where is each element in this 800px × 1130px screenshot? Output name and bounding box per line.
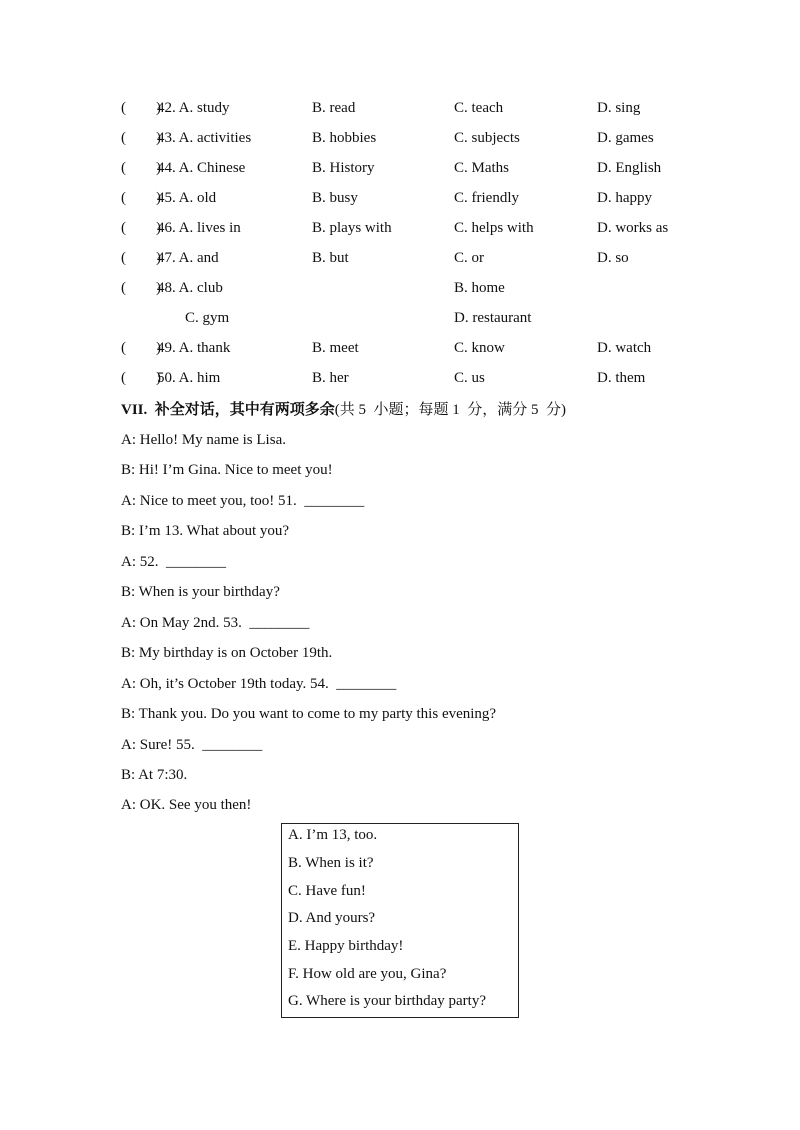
option-d: D. English — [597, 160, 662, 176]
question-row — [0, 186, 800, 210]
option-c: C. Maths — [454, 160, 510, 176]
option-d: D. watch — [597, 340, 652, 356]
option-item: B. When is it? — [288, 855, 374, 871]
question-row — [0, 276, 800, 300]
question-row — [0, 336, 800, 360]
dialogue-line: A: Sure! 55. ________ — [121, 737, 263, 753]
dialogue-line: B: Hi! I’m Gina. Nice to meet you! — [121, 462, 333, 478]
option-c: C. us — [454, 370, 485, 386]
section-number: VII. — [121, 402, 148, 418]
option-c: C. gym — [185, 310, 230, 326]
answer-blank: ( ) — [121, 130, 161, 146]
option-b: B. hobbies — [312, 130, 377, 146]
option-d: D. works as — [597, 220, 669, 236]
answer-blank: ( ) — [121, 160, 161, 176]
answer-blank: ( ) — [121, 100, 161, 116]
dialogue-line: A: 52. ________ — [121, 554, 226, 570]
question-row — [0, 96, 800, 120]
dialogue-line: A: OK. See you then! — [121, 797, 252, 813]
option-b: B. History — [312, 160, 375, 176]
dialogue-line: A: Nice to meet you, too! 51. ________ — [121, 493, 365, 509]
option-d: D. happy — [597, 190, 652, 206]
option-d: D. sing — [597, 100, 641, 116]
option-d: D. them — [597, 370, 646, 386]
option-c: C. teach — [454, 100, 504, 116]
option-b: B. busy — [312, 190, 358, 206]
dialogue-line: B: My birthday is on October 19th. — [121, 645, 333, 661]
option-c: C. friendly — [454, 190, 519, 206]
option-c: C. know — [454, 340, 505, 356]
answer-blank: ( ) — [121, 370, 161, 386]
option-a: 44. A. Chinese — [157, 160, 246, 176]
option-a: 50. A. him — [157, 370, 221, 386]
question-row — [0, 366, 800, 390]
option-b: B. home — [454, 280, 505, 296]
option-item: C. Have fun! — [288, 883, 366, 899]
answer-blank: ( ) — [121, 250, 161, 266]
dialogue-line: A: On May 2nd. 53. ________ — [121, 615, 310, 631]
option-b: B. her — [312, 370, 349, 386]
option-item: D. And yours? — [288, 910, 376, 926]
answer-blank: ( ) — [121, 340, 161, 356]
answer-blank: ( ) — [121, 220, 161, 236]
option-item: A. I’m 13, too. — [288, 827, 378, 843]
option-d: D. games — [597, 130, 654, 146]
option-a: 47. A. and — [157, 250, 219, 266]
dialogue-line: B: At 7:30. — [121, 767, 188, 783]
dialogue-line: A: Oh, it’s October 19th today. 54. ________ — [121, 676, 397, 692]
option-a: 46. A. lives in — [157, 220, 241, 236]
option-c: C. or — [454, 250, 484, 266]
option-c: C. subjects — [454, 130, 520, 146]
option-item: F. How old are you, Gina? — [288, 966, 447, 982]
dialogue-line: B: I’m 13. What about you? — [121, 523, 290, 539]
option-item: E. Happy birthday! — [288, 938, 404, 954]
option-b: B. plays with — [312, 220, 392, 236]
option-b: B. read — [312, 100, 356, 116]
option-d: D. so — [597, 250, 629, 266]
question-row — [0, 246, 800, 270]
option-a: 45. A. old — [157, 190, 217, 206]
option-b: B. meet — [312, 340, 359, 356]
section-title: 补全对话，其中有两项多余 — [154, 402, 335, 418]
option-item: G. Where is your birthday party? — [288, 993, 486, 1009]
option-a: 49. A. thank — [157, 340, 231, 356]
option-a: 42. A. study — [157, 100, 230, 116]
dialogue-line: B: When is your birthday? — [121, 584, 280, 600]
answer-blank: ( ) — [121, 190, 161, 206]
question-row — [0, 126, 800, 150]
option-a: 43. A. activities — [157, 130, 252, 146]
question-row — [0, 216, 800, 240]
question-row — [0, 156, 800, 180]
option-a: 48. A. club — [157, 280, 223, 296]
question-row-continued — [0, 306, 800, 330]
option-d: D. restaurant — [454, 310, 532, 326]
option-b: B. but — [312, 250, 349, 266]
dialogue-line: A: Hello! My name is Lisa. — [121, 432, 286, 448]
answer-blank: ( ) — [121, 280, 161, 296]
dialogue-line: B: Thank you. Do you want to come to my party this evening? — [121, 706, 497, 722]
section-heading — [121, 398, 566, 422]
section-score-note: (共 5 小题；每题 1 分，满分 5 分) — [334, 402, 567, 418]
option-c: C. helps with — [454, 220, 534, 236]
